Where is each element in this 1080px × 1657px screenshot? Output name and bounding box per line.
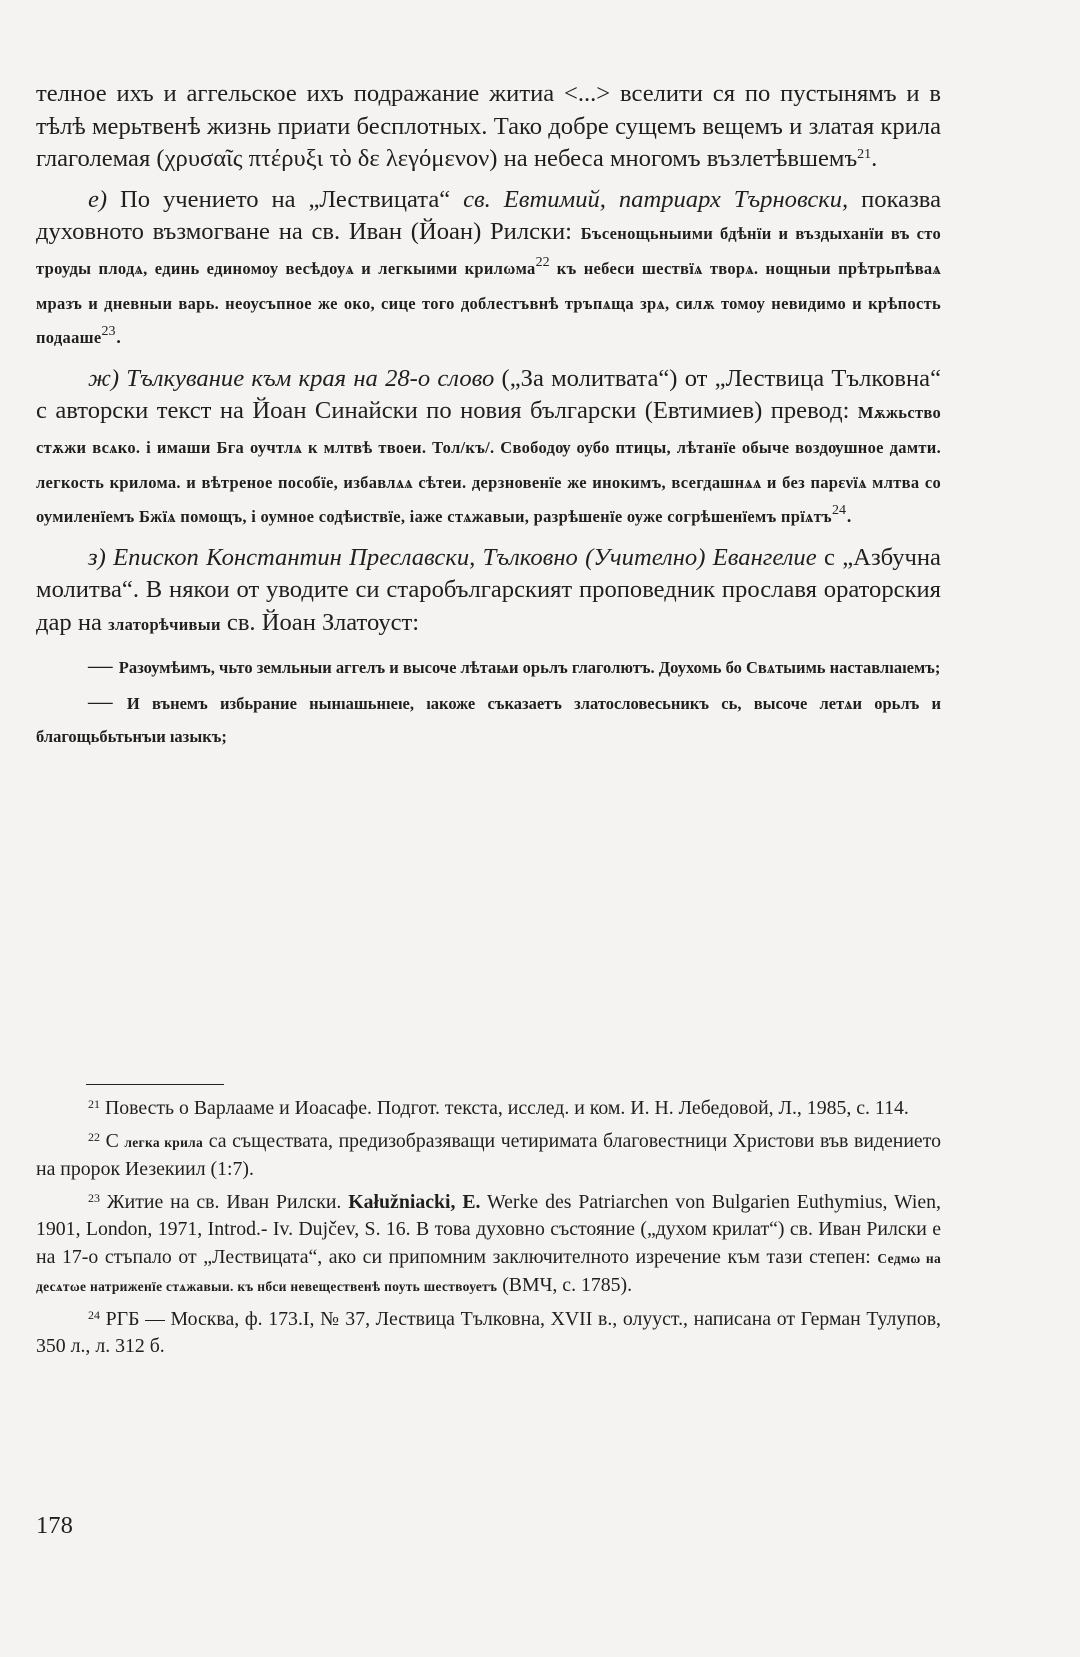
main-text <box>36 78 941 755</box>
footnote-ref-23: 23 <box>101 324 116 340</box>
footnote-21: $^{21}$ Повесть о Варлааме и Иоасафе. Подгот. текста, исслед. и ком. И. Н. Лебедовой, Л., 1985, с. 114. <box>88 1097 909 1119</box>
footnotes <box>36 1095 941 1366</box>
footnote-22: $^{22}$ С легка крила са съществата, предизобразяващи четиримата благовестници Христови във видението на пророк Иезекиил (1:7). <box>36 1129 941 1180</box>
paragraph-e: е) По учението на „Лествицата“ св. Евтимий, патриарх Търновски, показва духовното възмогване на св. Иван (Йоан) Рилски: Бъсенощьныими бдѣнїи и въздыханїи въ сто троуды плодѧ, единь единомоу весѣдоуѧ и легкыими крилωма$^{22}$ къ небеси шествїѧ творѧ. нощныи прѣтрьпѣваѧ мразъ и дневныи варь. неоусъпное же око, сице того доблестъвнѣ тръпѧща зрѧ, силѫ томоу невидимо и крѣпость подааше$^{23}$. <box>36 185 942 350</box>
quote-2: — И вънемъ избьрание нынıашьнıеıе, ıакоже съказаетъ златословесьникъ сь, высоче летѧи орьлъ и благощьбьтьнъıи ıазыкъ; <box>36 688 941 746</box>
quote-1: — Разоумѣимъ, чьто земльныи аггелъ и высоче лѣтаѩи орьлъ глаголютъ. Доухомь бо Свѧтыимь наставлıаıемъ; <box>88 651 941 679</box>
paragraph-1: телное ихъ и аггельское ихъ подражание житиа <...> вселити ся по пустынямъ и в тѣлѣ мерьтвенѣ жизнь приати бесплотных. Тако добре сущемъ вещемъ и златая крила глаголемая (χρυσαῖς πτέρυξι τὸ δε λεγόμενον) на небеса многомъ възлетѣвшемъ$^{21}$. <box>36 80 941 173</box>
page-number: 178 <box>36 1512 73 1539</box>
footnote-24: $^{24}$ РГБ — Москва, ф. 173.I, № 37, Лествица Тълковна, XVII в., олууст., написана от Герман Тулупов, 350 л., л. 312 б. <box>36 1307 941 1357</box>
paragraph-z: з) Епископ Константин Преславски, Тълковно (Учително) Евангелие с „Азбучна молитва“. В някои от уводите си старобългарският проповедник прославя ораторския дар на златорѣчивыи св. Йоан Златоуст: <box>36 543 941 636</box>
paragraph-zh: ж) Тълкувание към края на 28-о слово („За молитвата“) от „Лествица Тълковна“ с авторски текст на Йоан Синайски по новия български (Евтимиев) превод: Мѫжьство стѫжи всѧко. і имаши Бга оучтлѧ к млтвѣ твоеи. Тол/къ/. Свободѹ оубо птицы, лѣтанїе обыче воздѹшное дамти. легкость крилома. и вѣтреное пособїе, избавлѧѧ сѣтеи. дерзновенїе же инокимъ, всегдашнѧѧ и без парενїѧ млтва со оумиленїемъ Бжїѧ помощъ, і оумное содѣиствїе, іаже стѧжавыи, разрѣшенїе оуже согрѣшенїемъ прїѧтъ$^{24}$. <box>36 364 941 529</box>
footnote-23: $^{23}$ Житие на св. Иван Рилски. Kałužniacki, E. Werke des Patriarchen von Bulgarien Euthymius, Wien, 1901, London, 1971, Introd.- Iv. Dujčev, S. 16. В това духовно състояние („духом крилат“) св. Иван Рилски е на 17-о стъпало от „Лествицата“, ако си припомним заключителното изречение към тази степен: Седмω на десѧтωе натриженїе стѧжавыи. къ нбси невещественѣ поуть шествоуетъ (ВМЧ, с. 1785). <box>36 1190 941 1296</box>
church-slavonic-quote: Мѫжьство стѫжи всѧко. і имаши Бга оучтлѧ к млтвѣ твоеи. Тол/къ/. Свободѹ оубо птицы, лѣтанїе обыче воздѹшное дамти. легкость крилома. и вѣтреное пособїе, избавлѧѧ сѣтеи. дерзновенїе же инокимъ, всегдашнѧѧ и без парενїѧ млтва со оумиленїемъ Бжїѧ помощъ, і оумное содѣиствїе, іаже стѧжавыи, разрѣшенїе оуже согрѣшенїемъ прїѧтъ <box>36 403 941 527</box>
footnote-ref-22: 22 <box>535 254 550 270</box>
footnote-ref-24: 24 <box>831 503 846 519</box>
footnote-ref-21: 21 <box>857 147 872 163</box>
footnote-divider <box>86 1084 224 1085</box>
church-slavonic-quote: Бъсенощьныими бдѣнїи и въздыханїи въ сто троуды плодѧ, единь единомоу весѣдоуѧ и легкыими крилωма <box>36 224 942 278</box>
